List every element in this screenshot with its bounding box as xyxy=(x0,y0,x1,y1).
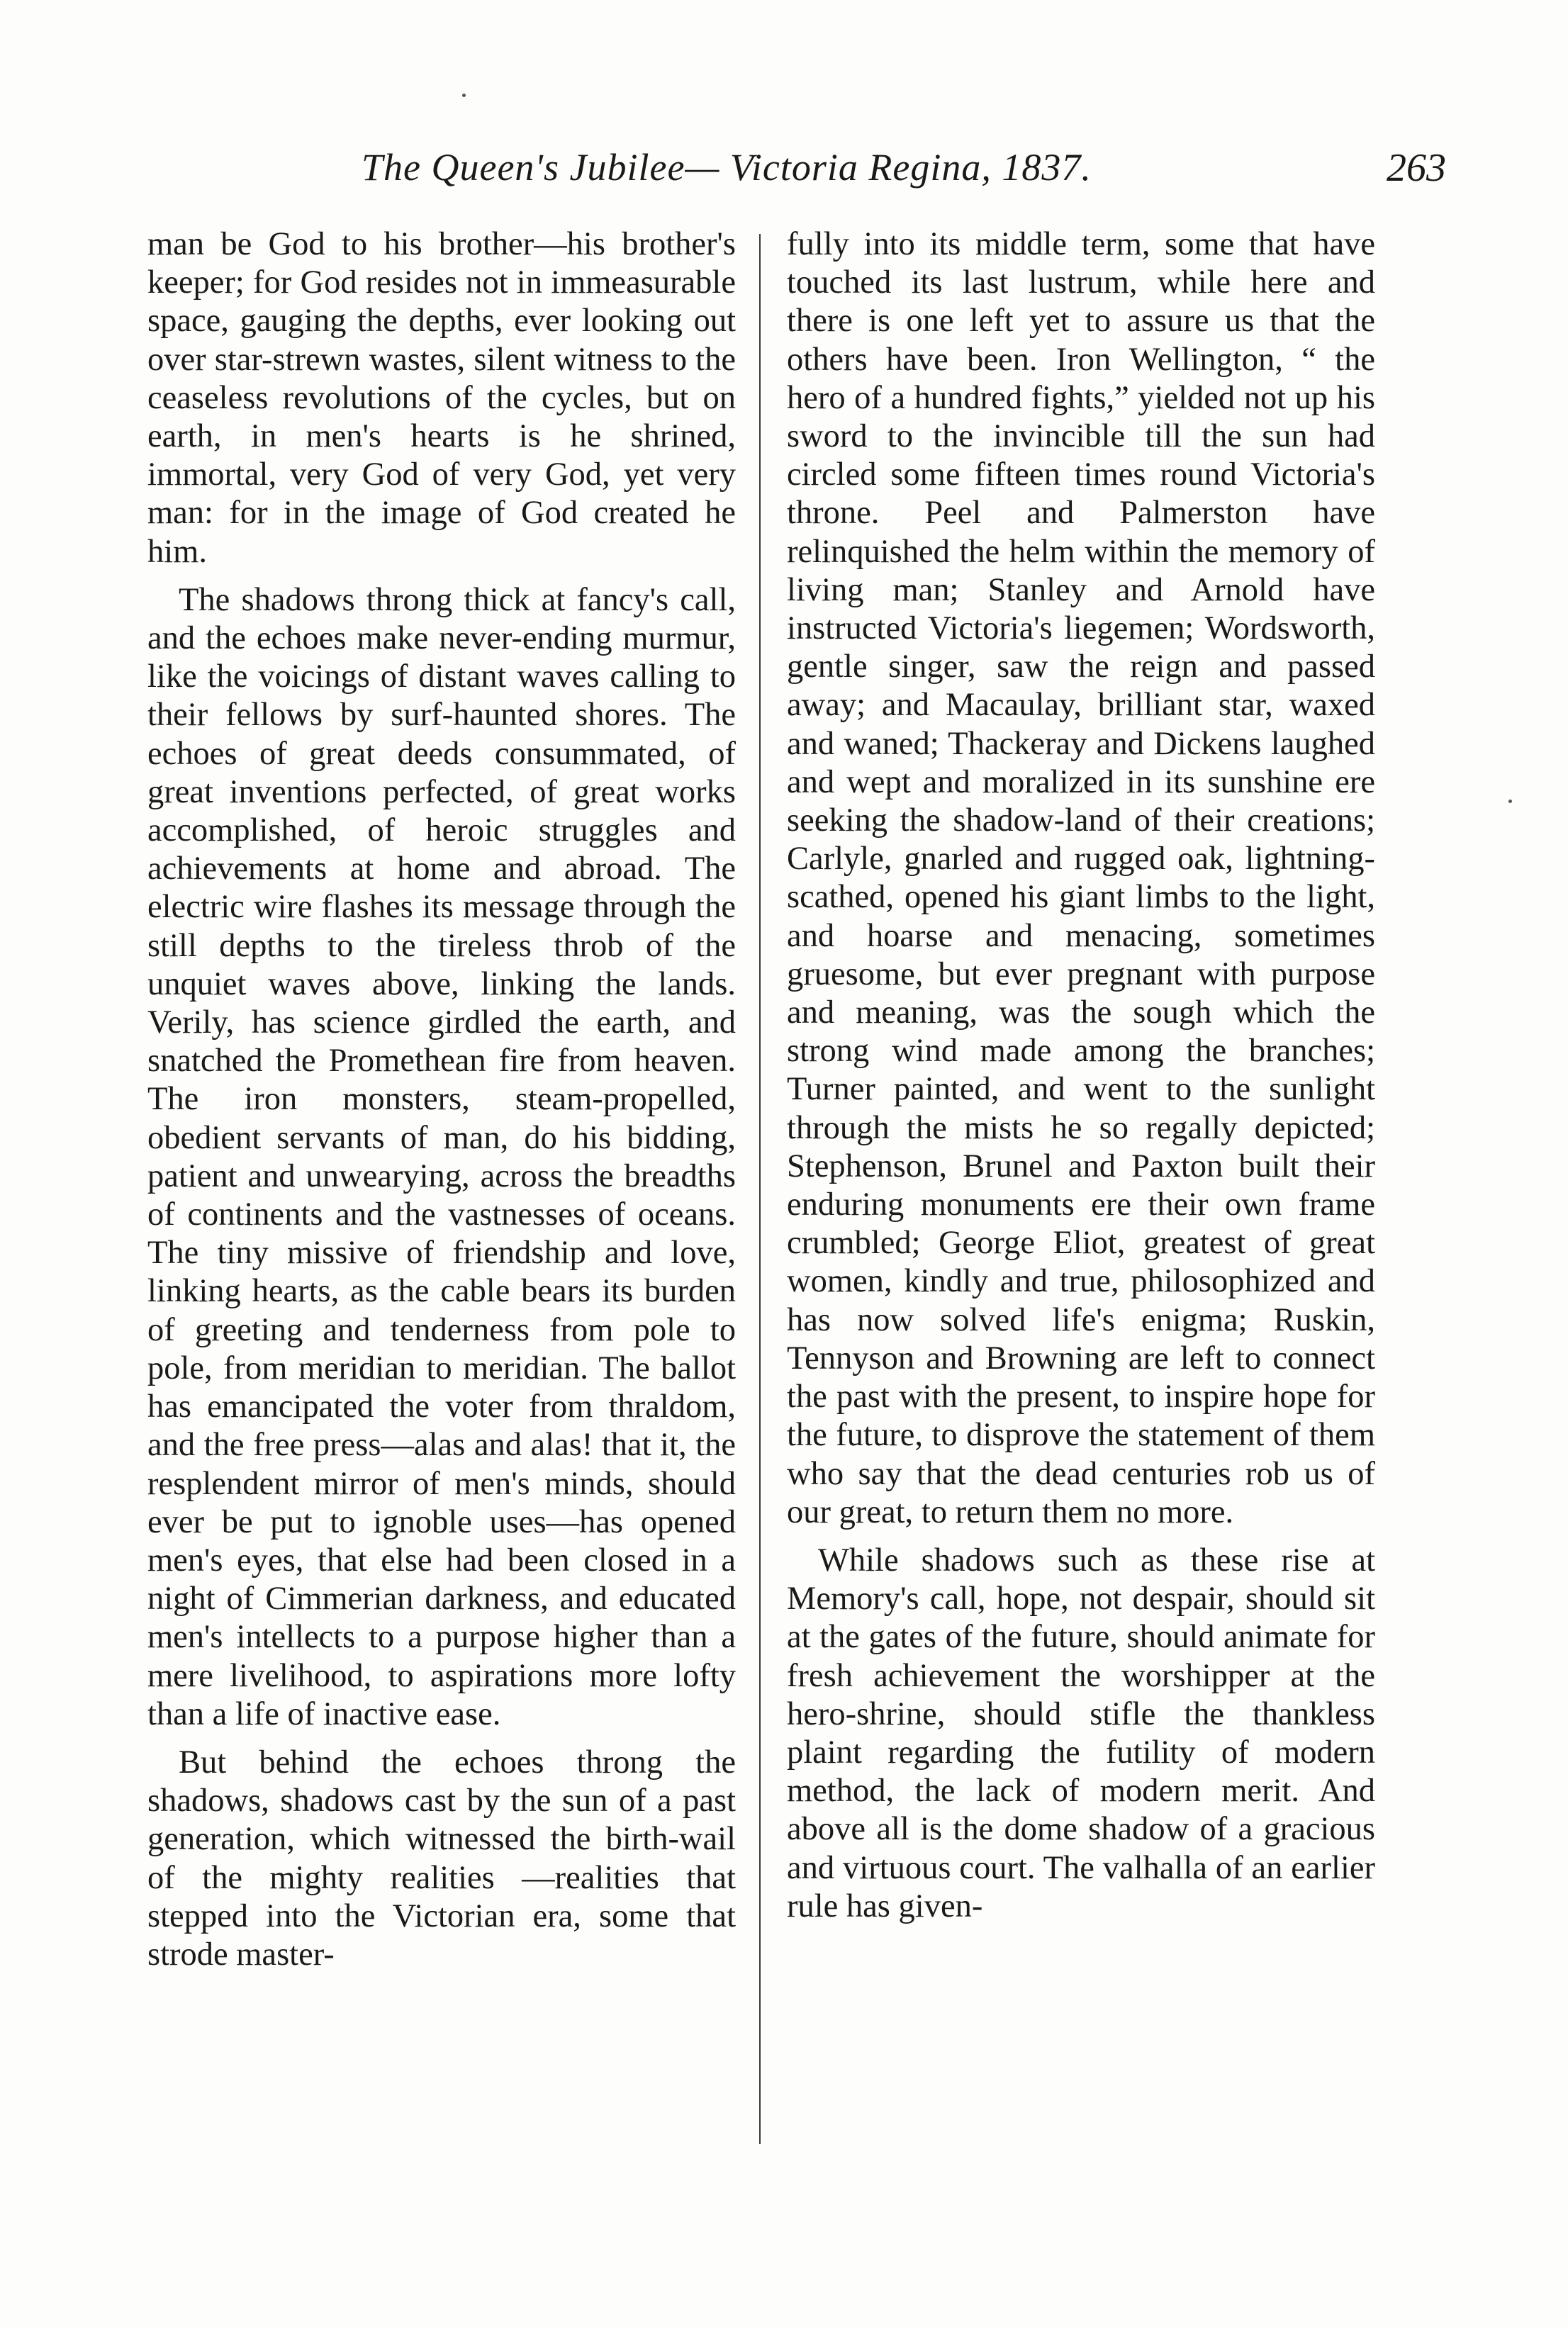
paragraph: man be God to his brother—his brother's keeper; for God resides not in immeasurable space, gauging the depths, ever looking out over star-strewn wastes, silent witness to the ceaseless revolutions of the cycles, but on earth, in men's hearts is he shrined, immortal, very God of very God, yet very man: for in the image of God created he him. xyxy=(147,226,736,570)
right-column xyxy=(787,225,1375,1926)
running-head: The Queen's Jubilee— Victoria Regina, 1837. xyxy=(362,146,1092,189)
paragraph: But behind the echoes throng the shadows, shadows cast by the sun of a past generation, which witnessed the birth-wail of the mighty realities —realities that stepped into the Victorian era, some that strode master- xyxy=(147,1744,736,1973)
column-divider xyxy=(759,234,761,2144)
scan-speck xyxy=(1508,800,1512,803)
page-header xyxy=(149,145,1446,202)
paragraph: fully into its middle term, some that have touched its last lustrum, while here and there is one left yet to assure us that the others have been. Iron Wellington, “ the hero of a hundred fights,” yielded not up his sword to the invincible till the sun had circled some fifteen times round Victoria's throne. Peel and Palmerston have relinquished the helm within the memory of living man; Stanley and Arnold have instructed Victoria's liegemen; Wordsworth, gentle singer, saw the reign and passed away; and Macaulay, brilliant star, waxed and waned; Thackeray and Dickens laughed and wept and moralized in its sunshine ere seeking the shadow-land of their creations; Carlyle, gnarled and rugged oak, lightning-scathed, opened his giant limbs to the light, and hoarse and menacing, sometimes gruesome, but ever pregnant with purpose and meaning, was the sough which the strong wind made among the branches; Turner painted, and went to the sunlight through the mists he so regally depicted; Stephenson, Brunel and Paxton built their enduring monuments ere their own frame crumbled; George Eliot, greatest of great women, kindly and true, philosophized and has now solved life's enigma; Ruskin, Tennyson and Browning are left to connect the past with the present, to inspire hope for the future, to disprove the statement of them who say that the dead centuries rob us of our great, to return them no more. xyxy=(787,226,1375,1530)
paragraph: The shadows throng thick at fancy's call, and the echoes make never-ending murmur, like the voicings of distant waves calling to their fellows by surf-haunted shores. The echoes of great deeds consummated, of great inventions perfected, of great works accomplished, of heroic struggles and achievements at home and abroad. The electric wire flashes its message through the still depths to the tireless throb of the unquiet waves above, linking the lands. Verily, has science girdled the earth, and snatched the Promethean fire from heaven. The iron monsters, steam-propelled, obedient servants of man, do his bidding, patient and unwearying, across the breadths of continents and the vastnesses of oceans. The tiny missive of friendship and love, linking hearts, as the cable bears its burden of greeting and tenderness from pole to pole, from meridian to meridian. The ballot has emancipated the voter from thraldom, and the free press—alas and alas! that it, the resplendent mirror of men's minds, should ever be put to ignoble uses—has opened men's eyes, that else had been closed in a night of Cimmerian darkness, and educated men's intellects to a purpose higher than a mere livelihood, to aspirations more lofty than a life of inactive ease. xyxy=(147,581,736,1732)
scan-speck xyxy=(462,94,466,97)
page-number: 263 xyxy=(1387,146,1446,190)
left-column xyxy=(147,225,736,1974)
paragraph: While shadows such as these rise at Memory's call, hope, not despair, should sit at the gates of the future, should animate for fresh achievement the worshipper at the hero-shrine, should stifle the thankless plaint regarding the futility of modern method, the lack of modern merit. And above all is the dome shadow of a gracious and virtuous court. The valhalla of an earlier rule has given- xyxy=(787,1542,1375,1924)
